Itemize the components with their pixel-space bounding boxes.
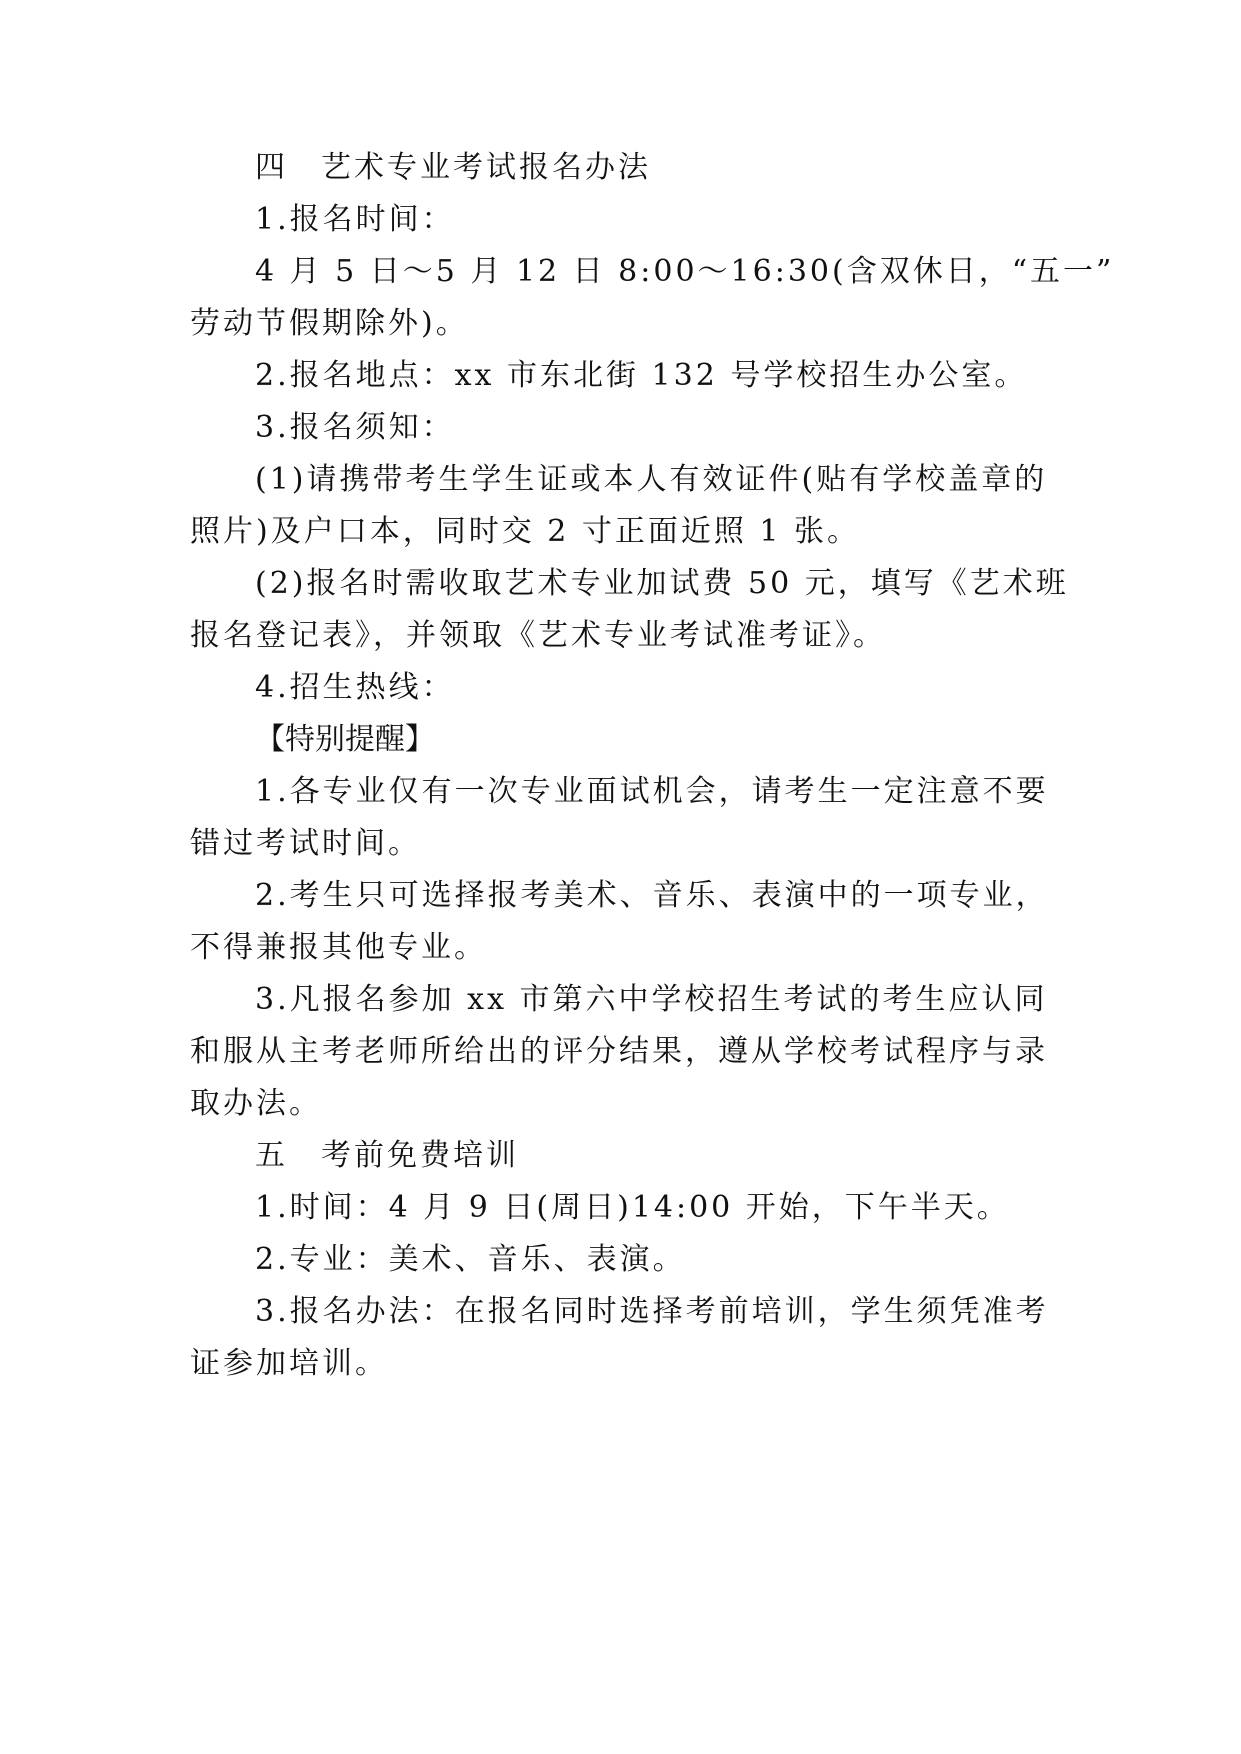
paragraph-line: 3.报名办法：在报名同时选择考前培训，学生须凭准考 [255, 1294, 1049, 1329]
paragraph-line: 不得兼报其他专业。 [190, 930, 487, 965]
paragraph-line: (2)报名时需收取艺术专业加试费 50 元，填写《艺术班 [255, 566, 1069, 601]
paragraph-line: 证参加培训。 [190, 1346, 388, 1381]
section-heading: 五 考前免费培训 [255, 1138, 519, 1173]
paragraph-line: 照片)及户口本，同时交 2 寸正面近照 1 张。 [190, 514, 861, 549]
paragraph-line: 3.凡报名参加 xx 市第六中学校招生考试的考生应认同 [255, 982, 1048, 1017]
paragraph-line: 错过考试时间。 [190, 826, 421, 861]
paragraph-line: 2.专业：美术、音乐、表演。 [255, 1242, 686, 1277]
paragraph-line: 和服从主考老师所给出的评分结果，遵从学校考试程序与录 [190, 1034, 1048, 1069]
section-heading: 四 艺术专业考试报名办法 [255, 150, 651, 185]
paragraph-line: 1.各专业仅有一次专业面试机会，请考生一定注意不要 [255, 774, 1049, 809]
paragraph-line: (1)请携带考生学生证或本人有效证件(贴有学校盖章的 [255, 462, 1048, 497]
paragraph-line: 报名登记表》，并领取《艺术专业考试准考证》。 [190, 618, 886, 653]
paragraph-line: 2.考生只可选择报考美术、音乐、表演中的一项专业， [255, 878, 1049, 913]
paragraph-line: 劳动节假期除外)。 [190, 306, 469, 341]
paragraph-line: 1.时间：4 月 9 日(周日)14:00 开始，下午半天。 [255, 1190, 1010, 1225]
paragraph-line: 3.报名须知： [255, 410, 455, 445]
paragraph-line: 2.报名地点：xx 市东北街 132 号学校招生办公室。 [255, 358, 1028, 393]
paragraph-line: 4.招生热线： [255, 670, 455, 705]
paragraph-line: 1.报名时间： [255, 202, 455, 237]
paragraph-line: 取办法。 [190, 1086, 322, 1121]
paragraph-line: 4 月 5 日～5 月 12 日 8:00～16:30(含双休日，“五一” [255, 254, 1115, 289]
reminder-heading: 【特别提醒】 [255, 722, 435, 757]
